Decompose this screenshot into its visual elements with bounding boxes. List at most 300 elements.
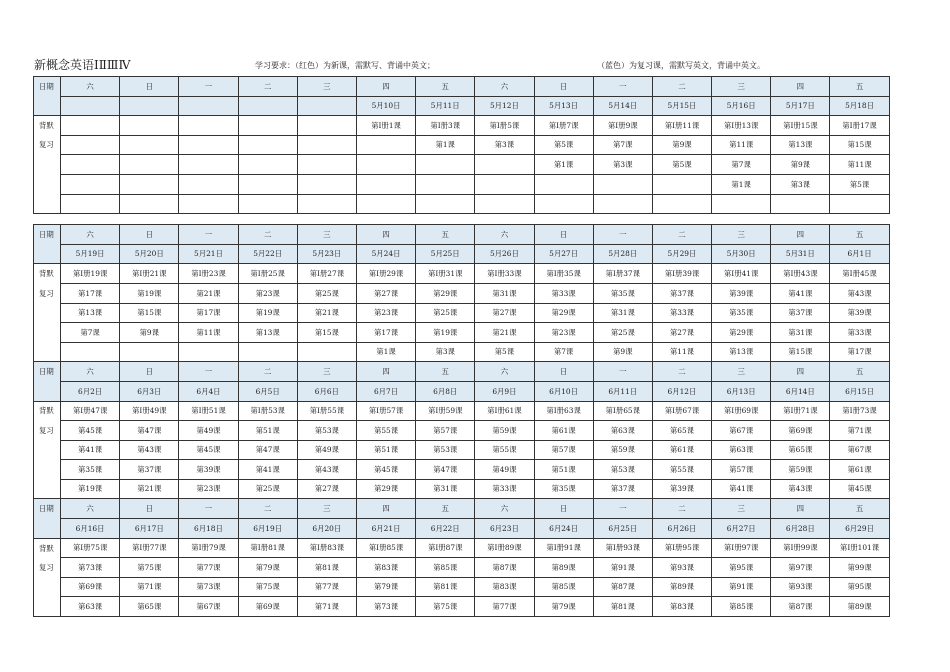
schedule-cell	[179, 194, 238, 214]
schedule-cell: 三	[297, 225, 356, 245]
schedule-cell: 第19课	[120, 283, 179, 303]
schedule-cell: 六	[61, 362, 120, 382]
schedule-cell: 日	[534, 77, 593, 97]
schedule-cell	[179, 174, 238, 194]
schedule-cell: 第Ⅰ册15课	[771, 116, 830, 136]
schedule-cell: 第53课	[593, 460, 652, 480]
schedule-cell: 第21课	[297, 303, 356, 323]
schedule-cell: 第Ⅰ册51课	[179, 401, 238, 421]
schedule-cell	[61, 155, 120, 175]
weekday-row	[34, 499, 890, 519]
schedule-cell: 五	[830, 499, 889, 519]
row-label	[34, 479, 61, 499]
schedule-cell: 日	[534, 499, 593, 519]
schedule-cell: 5月31日	[771, 244, 830, 264]
schedule-cell: 第59课	[475, 421, 534, 441]
schedule-cell: 第77课	[475, 597, 534, 617]
schedule-cell	[534, 194, 593, 214]
schedule-cell: 第25课	[238, 479, 297, 499]
schedule-cell	[120, 116, 179, 136]
schedule-cell	[238, 194, 297, 214]
schedule-cell: 第37课	[120, 460, 179, 480]
schedule-cell: 第71课	[830, 421, 889, 441]
review-row	[34, 283, 890, 303]
schedule-cell: 5月13日	[534, 96, 593, 116]
schedule-cell: 二	[652, 225, 711, 245]
schedule-cell: 第45课	[356, 460, 415, 480]
schedule-cell: 6月27日	[712, 519, 771, 539]
schedule-cell: 一	[179, 499, 238, 519]
schedule-cell	[61, 174, 120, 194]
schedule-cell: 6月23日	[475, 519, 534, 539]
schedule-cell: 第7课	[534, 342, 593, 362]
schedule-cell: 5月26日	[475, 244, 534, 264]
schedule-cell	[297, 174, 356, 194]
schedule-cell: 第19课	[61, 479, 120, 499]
schedule-cell: 第15课	[771, 342, 830, 362]
review-row	[34, 323, 890, 343]
review-row	[34, 558, 890, 578]
schedule-cell: 6月14日	[771, 381, 830, 401]
schedule-cell: 第87课	[771, 597, 830, 617]
schedule-cell: 日	[534, 225, 593, 245]
schedule-cell: 6月3日	[120, 381, 179, 401]
schedule-cell: 5月24日	[356, 244, 415, 264]
schedule-cell	[475, 155, 534, 175]
schedule-cell: 第Ⅰ册87课	[416, 538, 475, 558]
schedule-cell: 第29课	[416, 283, 475, 303]
schedule-cell: 第19课	[238, 303, 297, 323]
schedule-cell: 二	[652, 77, 711, 97]
schedule-cell: 第1课	[712, 174, 771, 194]
schedule-cell: 五	[416, 362, 475, 382]
schedule-cell: 第Ⅰ册27课	[297, 264, 356, 284]
schedule-cell: 五	[830, 225, 889, 245]
schedule-cell: 第35课	[712, 303, 771, 323]
schedule-cell: 第75课	[416, 597, 475, 617]
schedule-cell: 二	[238, 225, 297, 245]
schedule-cell: 第47课	[238, 440, 297, 460]
date-row	[34, 519, 890, 539]
schedule-cell: 6月13日	[712, 381, 771, 401]
schedule-cell: 三	[712, 362, 771, 382]
schedule-cell	[297, 135, 356, 155]
schedule-cell: 6月22日	[416, 519, 475, 539]
schedule-cell: 第21课	[475, 323, 534, 343]
schedule-cell	[179, 96, 238, 116]
schedule-cell: 第29课	[712, 323, 771, 343]
schedule-cell: 第61课	[534, 421, 593, 441]
schedule-cell: 第43课	[297, 460, 356, 480]
schedule-cell: 日	[120, 362, 179, 382]
schedule-cell: 第1课	[534, 155, 593, 175]
schedule-cell	[416, 194, 475, 214]
schedule-cell: 第7课	[61, 323, 120, 343]
schedule-cell: 第67课	[179, 597, 238, 617]
schedule-cell: 6月6日	[297, 381, 356, 401]
schedule-cell: 第31课	[416, 479, 475, 499]
row-label: 日期	[34, 499, 61, 519]
schedule-cell: 第27课	[652, 323, 711, 343]
schedule-cell: 第73课	[356, 597, 415, 617]
review-row	[34, 342, 890, 362]
schedule-cell: 第35课	[61, 460, 120, 480]
schedule-cell: 第25课	[593, 323, 652, 343]
schedule-cell: 6月5日	[238, 381, 297, 401]
schedule-cell: 三	[712, 499, 771, 519]
schedule-cell: 第41课	[238, 460, 297, 480]
date-row	[34, 381, 890, 401]
schedule-cell: 第93课	[771, 577, 830, 597]
review-row	[34, 597, 890, 617]
schedule-cell: 第77课	[179, 558, 238, 578]
row-label	[34, 174, 61, 194]
schedule-cell: 四	[356, 499, 415, 519]
schedule-cell	[61, 96, 120, 116]
schedule-cell: 第61课	[652, 440, 711, 460]
schedule-cell: 第25课	[297, 283, 356, 303]
schedule-cell: 第Ⅰ册61课	[475, 401, 534, 421]
schedule-cell: 第Ⅰ册43课	[771, 264, 830, 284]
row-label: 复习	[34, 558, 61, 578]
schedule-cell: 第Ⅰ册93课	[593, 538, 652, 558]
schedule-cell: 第45课	[179, 440, 238, 460]
schedule-cell: 第97课	[771, 558, 830, 578]
schedule-cell: 第Ⅰ册37课	[593, 264, 652, 284]
schedule-cell	[120, 135, 179, 155]
schedule-cell: 第11课	[179, 323, 238, 343]
schedule-cell	[593, 194, 652, 214]
schedule-cell: 第Ⅰ册81课	[238, 538, 297, 558]
schedule-cell: 二	[238, 362, 297, 382]
schedule-cell: 第9课	[771, 155, 830, 175]
schedule-cell: 6月26日	[652, 519, 711, 539]
schedule-cell: 第73课	[179, 577, 238, 597]
schedule-cell: 第65课	[652, 421, 711, 441]
schedule-cell: 六	[61, 499, 120, 519]
review-row	[34, 421, 890, 441]
schedule-cell: 第83课	[475, 577, 534, 597]
review-row	[34, 479, 890, 499]
schedule-cell: 第53课	[297, 421, 356, 441]
schedule-cell: 第51课	[534, 460, 593, 480]
schedule-cell: 四	[356, 225, 415, 245]
schedule-cell: 6月18日	[179, 519, 238, 539]
review-row	[34, 155, 890, 175]
row-label	[34, 577, 61, 597]
review-row	[34, 194, 890, 214]
schedule-cell	[297, 116, 356, 136]
schedule-cell: 第27课	[297, 479, 356, 499]
schedule-cell: 5月23日	[297, 244, 356, 264]
schedule-cell: 6月11日	[593, 381, 652, 401]
schedule-cell	[238, 155, 297, 175]
row-label: 日期	[34, 362, 61, 382]
schedule-cell: 四	[356, 77, 415, 97]
schedule-cell: 三	[712, 77, 771, 97]
schedule-cell: 6月16日	[61, 519, 120, 539]
schedule-cell: 六	[61, 225, 120, 245]
schedule-cell: 第9课	[652, 135, 711, 155]
schedule-cell: 第41课	[771, 283, 830, 303]
schedule-cell: 第61课	[830, 460, 889, 480]
schedule-cell: 第69课	[238, 597, 297, 617]
schedule-cell: 一	[593, 77, 652, 97]
schedule-cell: 第Ⅰ册13课	[712, 116, 771, 136]
schedule-cell: 第57课	[712, 460, 771, 480]
date-row	[34, 96, 890, 116]
schedule-cell: 第73课	[61, 558, 120, 578]
schedule-cell: 第33课	[534, 283, 593, 303]
schedule-cell: 第Ⅰ册63课	[534, 401, 593, 421]
schedule-cell: 第3课	[771, 174, 830, 194]
schedule-cell: 第89课	[652, 577, 711, 597]
schedule-cell: 第51课	[356, 440, 415, 460]
schedule-cell: 二	[238, 499, 297, 519]
schedule-cell: 三	[297, 77, 356, 97]
schedule-cell: 五	[830, 362, 889, 382]
schedule-cell: 6月24日	[534, 519, 593, 539]
schedule-cell: 第Ⅰ册97课	[712, 538, 771, 558]
schedule-cell: 第17课	[61, 283, 120, 303]
study-schedule-table	[33, 76, 890, 617]
schedule-cell: 第Ⅰ册39课	[652, 264, 711, 284]
row-label	[34, 519, 61, 539]
schedule-cell: 第51课	[238, 421, 297, 441]
schedule-cell: 第31课	[771, 323, 830, 343]
schedule-cell: 六	[475, 499, 534, 519]
schedule-cell: 第Ⅰ册67课	[652, 401, 711, 421]
schedule-cell: 5月10日	[356, 96, 415, 116]
row-label	[34, 303, 61, 323]
schedule-cell: 第57课	[416, 421, 475, 441]
schedule-cell: 第Ⅰ册55课	[297, 401, 356, 421]
schedule-cell: 第3课	[416, 342, 475, 362]
schedule-cell: 第75课	[238, 577, 297, 597]
schedule-cell: 第81课	[297, 558, 356, 578]
schedule-cell: 二	[652, 362, 711, 382]
schedule-cell: 第Ⅰ册19课	[61, 264, 120, 284]
schedule-cell: 一	[179, 362, 238, 382]
schedule-cell: 第69课	[61, 577, 120, 597]
row-label	[34, 381, 61, 401]
schedule-cell: 第Ⅰ册65课	[593, 401, 652, 421]
schedule-cell: 第15课	[297, 323, 356, 343]
row-label: 日期	[34, 225, 61, 245]
schedule-cell: 第21课	[120, 479, 179, 499]
schedule-cell: 第39课	[652, 479, 711, 499]
review-row	[34, 440, 890, 460]
schedule-cell: 第59课	[771, 460, 830, 480]
schedule-cell: 5月19日	[61, 244, 120, 264]
schedule-cell: 5月22日	[238, 244, 297, 264]
schedule-cell: 第55课	[356, 421, 415, 441]
schedule-cell: 第45课	[61, 421, 120, 441]
schedule-cell: 第Ⅰ册91课	[534, 538, 593, 558]
schedule-cell	[179, 135, 238, 155]
schedule-cell: 第Ⅰ册53课	[238, 401, 297, 421]
schedule-cell: 5月25日	[416, 244, 475, 264]
schedule-cell: 第37课	[652, 283, 711, 303]
schedule-cell: 一	[593, 499, 652, 519]
weekday-row	[34, 362, 890, 382]
schedule-cell: 二	[238, 77, 297, 97]
schedule-cell: 第13课	[712, 342, 771, 362]
schedule-cell: 第65课	[771, 440, 830, 460]
schedule-cell: 第59课	[593, 440, 652, 460]
row-label: 日期	[34, 77, 61, 97]
schedule-cell	[120, 96, 179, 116]
schedule-cell: 第39课	[830, 303, 889, 323]
schedule-cell	[120, 194, 179, 214]
schedule-cell	[356, 194, 415, 214]
schedule-cell: 第67课	[830, 440, 889, 460]
schedule-cell	[830, 194, 889, 214]
schedule-cell: 第1课	[416, 135, 475, 155]
schedule-cell: 第81课	[593, 597, 652, 617]
schedule-cell: 第17课	[356, 323, 415, 343]
schedule-cell: 第33课	[652, 303, 711, 323]
schedule-cell: 第23课	[356, 303, 415, 323]
schedule-cell: 6月29日	[830, 519, 889, 539]
row-label: 复习	[34, 135, 61, 155]
schedule-cell: 日	[120, 77, 179, 97]
schedule-cell: 第37课	[593, 479, 652, 499]
row-label	[34, 194, 61, 214]
schedule-cell: 第47课	[120, 421, 179, 441]
schedule-cell: 第53课	[416, 440, 475, 460]
schedule-cell: 第49课	[475, 460, 534, 480]
schedule-cell	[238, 135, 297, 155]
schedule-cell	[475, 174, 534, 194]
schedule-cell: 5月11日	[416, 96, 475, 116]
schedule-cell	[179, 116, 238, 136]
schedule-cell	[297, 96, 356, 116]
schedule-cell: 第Ⅰ册17课	[830, 116, 889, 136]
schedule-cell: 第63课	[712, 440, 771, 460]
requirement-review-lessons: （蓝色）为复习课，需默写英文，背诵中英文。	[597, 61, 765, 70]
schedule-cell: 第95课	[830, 577, 889, 597]
row-label	[34, 342, 61, 362]
schedule-cell	[61, 116, 120, 136]
schedule-cell: 三	[297, 362, 356, 382]
schedule-cell: 第Ⅰ册45课	[830, 264, 889, 284]
schedule-cell: 第37课	[771, 303, 830, 323]
schedule-cell: 第77课	[297, 577, 356, 597]
row-label: 复习	[34, 421, 61, 441]
schedule-cell: 第25课	[416, 303, 475, 323]
schedule-cell: 一	[593, 362, 652, 382]
schedule-cell: 第3课	[593, 155, 652, 175]
schedule-cell: 第Ⅰ册71课	[771, 401, 830, 421]
row-label	[34, 323, 61, 343]
schedule-cell: 第87课	[475, 558, 534, 578]
schedule-cell: 5月28日	[593, 244, 652, 264]
schedule-cell: 二	[652, 499, 711, 519]
schedule-cell	[297, 155, 356, 175]
schedule-cell: 第63课	[593, 421, 652, 441]
schedule-cell	[593, 174, 652, 194]
schedule-cell	[238, 96, 297, 116]
schedule-cell: 第Ⅰ册99课	[771, 538, 830, 558]
schedule-cell	[120, 342, 179, 362]
dictation-row	[34, 116, 890, 136]
schedule-cell	[534, 174, 593, 194]
schedule-cell: 一	[593, 225, 652, 245]
schedule-cell: 第89课	[830, 597, 889, 617]
schedule-cell: 第Ⅰ册47课	[61, 401, 120, 421]
dictation-row	[34, 538, 890, 558]
date-row	[34, 244, 890, 264]
schedule-cell: 第23课	[238, 283, 297, 303]
schedule-cell: 第85课	[416, 558, 475, 578]
schedule-cell: 第75课	[120, 558, 179, 578]
schedule-cell: 6月19日	[238, 519, 297, 539]
schedule-cell: 第Ⅰ册9课	[593, 116, 652, 136]
schedule-cell: 第39课	[712, 283, 771, 303]
review-row	[34, 577, 890, 597]
schedule-cell: 三	[297, 499, 356, 519]
block-spacer	[34, 214, 890, 225]
row-label: 背默	[34, 538, 61, 558]
schedule-cell	[179, 342, 238, 362]
schedule-cell: 6月1日	[830, 244, 889, 264]
schedule-cell: 第79课	[356, 577, 415, 597]
schedule-cell: 第Ⅰ册23课	[179, 264, 238, 284]
schedule-cell: 第95课	[712, 558, 771, 578]
schedule-cell: 第27课	[475, 303, 534, 323]
schedule-cell: 第41课	[712, 479, 771, 499]
schedule-cell	[416, 174, 475, 194]
schedule-cell	[238, 116, 297, 136]
review-row	[34, 460, 890, 480]
schedule-cell: 第Ⅰ册31课	[416, 264, 475, 284]
schedule-cell: 第Ⅰ册41课	[712, 264, 771, 284]
schedule-cell: 第Ⅰ册11课	[652, 116, 711, 136]
schedule-cell: 5月27日	[534, 244, 593, 264]
schedule-cell: 第43课	[771, 479, 830, 499]
schedule-cell: 五	[416, 77, 475, 97]
schedule-cell: 第55课	[475, 440, 534, 460]
schedule-cell: 第23课	[534, 323, 593, 343]
schedule-cell: 第15课	[830, 135, 889, 155]
requirement-new-lessons: 学习要求：（红色）为新课，需默写、背诵中英文；	[255, 61, 435, 70]
schedule-cell: 6月15日	[830, 381, 889, 401]
schedule-cell: 6月8日	[416, 381, 475, 401]
schedule-cell	[297, 194, 356, 214]
schedule-cell: 5月14日	[593, 96, 652, 116]
schedule-cell: 第79课	[238, 558, 297, 578]
schedule-cell: 第99课	[830, 558, 889, 578]
schedule-cell: 第Ⅰ册1课	[356, 116, 415, 136]
schedule-cell: 第21课	[179, 283, 238, 303]
schedule-cell: 第33课	[475, 479, 534, 499]
schedule-cell: 第85课	[534, 577, 593, 597]
schedule-cell: 第7课	[712, 155, 771, 175]
schedule-cell: 第11课	[652, 342, 711, 362]
schedule-cell: 四	[771, 225, 830, 245]
row-label: 复习	[34, 283, 61, 303]
schedule-cell: 5月12日	[475, 96, 534, 116]
schedule-cell: 第89课	[534, 558, 593, 578]
schedule-cell: 5月15日	[652, 96, 711, 116]
weekday-row	[34, 77, 890, 97]
dictation-row	[34, 264, 890, 284]
schedule-cell	[712, 194, 771, 214]
schedule-cell: 6月20日	[297, 519, 356, 539]
schedule-cell: 第Ⅰ册49课	[120, 401, 179, 421]
schedule-cell: 第5课	[475, 342, 534, 362]
